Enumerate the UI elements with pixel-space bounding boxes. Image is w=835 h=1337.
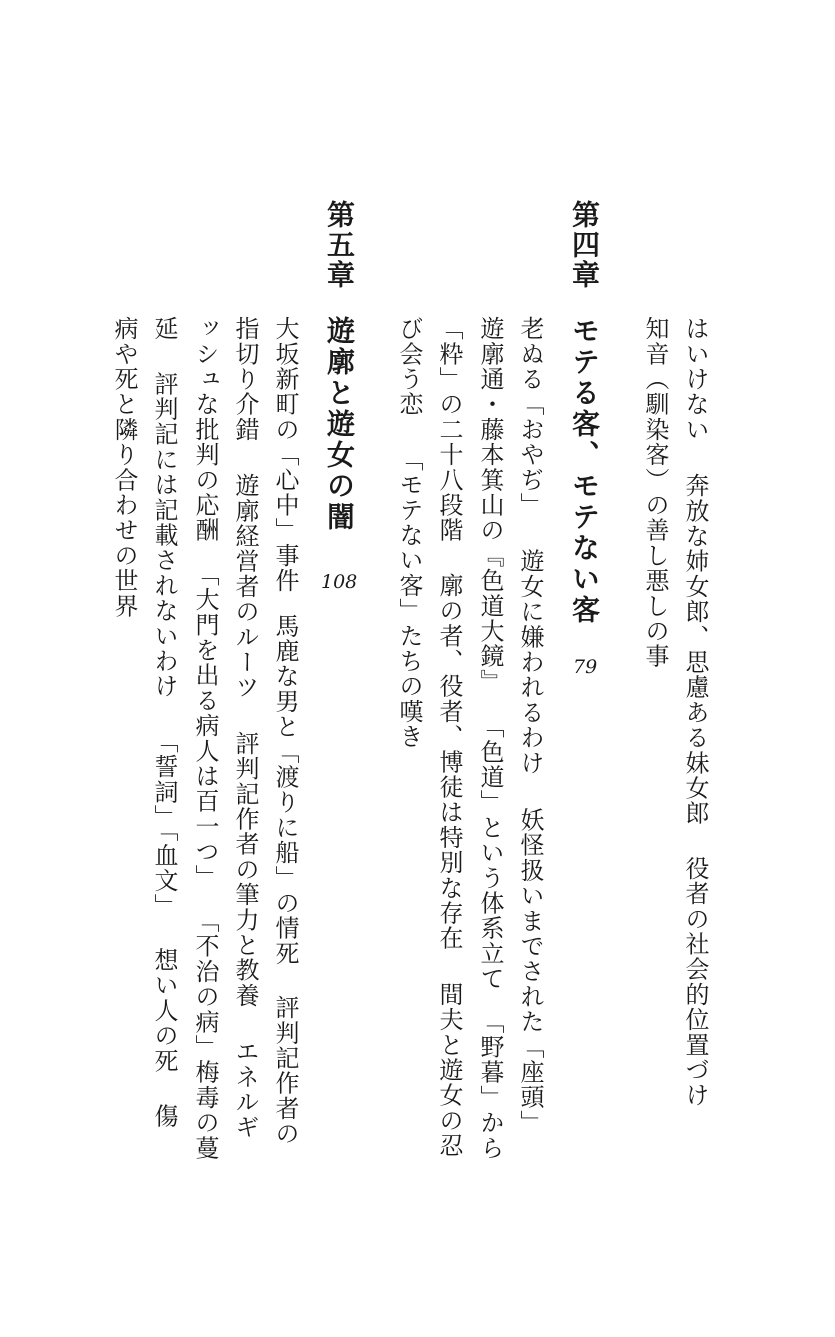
ch5-line-5 [112,316,136,618]
ch5-line-4 [152,316,176,1129]
toc-item: び会う恋 [395,316,423,417]
chapter-5-label: 第五章 [323,200,356,290]
toc-item: 「誓詞」「血文」 [150,728,178,919]
toc-item: 役者の社会的位置づけ [681,855,709,1108]
toc-item: 延 [150,316,178,342]
toc-item: 遊廓通・藤本箕山の『色道大鏡』 [476,316,504,694]
toc-item: 「大門を出る病人は百一つ」 [191,561,219,890]
toc-item: 評判記作者の [271,995,299,1147]
toc-item: 病や死と隣り合わせの世界 [110,316,138,619]
ch4-line-1 [518,316,542,1135]
toc-item: 傷 [150,1103,178,1129]
toc-item: ッシュな批判の応酬 [191,316,219,543]
chapter-4-label: 第四章 [568,200,601,290]
ch5-line-3 [193,316,217,1160]
toc-item: 廓の者、役者、博徒は特別な存在 [435,572,463,951]
chapter-5-page-number: 108 [321,571,358,593]
toc-item: 馬鹿な男と「渡りに船」の情死 [271,613,299,967]
toc-item: 想い人の死 [150,947,178,1074]
toc-item: はいけない [681,316,709,442]
toc-item: 「粋」の二十八段階 [435,316,463,543]
toc-item: 妖怪扱いまでされた「座頭」 [516,807,544,1136]
chapter-4-page-number: 79 [573,656,598,678]
toc-item: 間夫と遊女の忍 [435,981,463,1159]
toc-item: 「野暮」から [476,1009,504,1161]
toc-item: 評判記作者の筆力と教養 [231,730,259,1009]
toc-item: 奔放な姉女郎、思慮ある妹女郎 [681,473,709,826]
toc-item: 「色道」という体系立て [476,714,504,992]
toc-item: 大坂新町の「心中」事件 [271,316,299,594]
toc-item: 評判記には記載されないわけ [150,371,178,699]
chapter-4-title: モテる客、モテない客 [568,316,601,626]
ch4-line-3 [437,316,461,1158]
prev-line-1 [683,316,707,1108]
ch4-line-2 [478,316,502,1160]
toc-item: 老ぬる「おやぢ」 [516,316,544,518]
ch4-line-4 [397,316,421,749]
ch5-line-1 [273,316,297,1146]
toc-item: 「不治の病」梅毒の蔓 [191,908,219,1161]
toc-item: 知音（馴染客）の善し悪しの事 [641,316,669,669]
toc-item: 遊廓経営者のルーツ [231,473,259,700]
toc-item: 「モテない客」たちの嘆き [395,446,423,750]
ch5-line-2 [233,316,257,1140]
chapter-5-title: 遊廓と遊女の闇 [323,316,356,533]
prev-line-2 [643,316,667,669]
toc-item: 指切り介錯 [231,316,259,442]
toc-item: エネルギ [231,1039,259,1140]
toc-item: 遊女に嫌われるわけ [516,548,544,776]
